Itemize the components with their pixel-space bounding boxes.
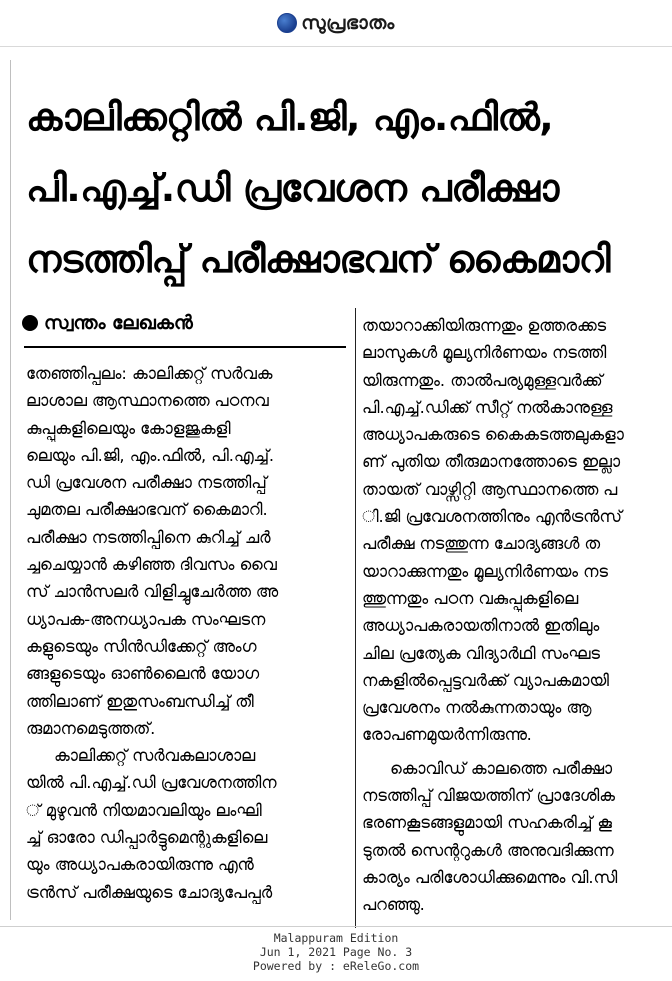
byline-text: സ്വന്തം ലേഖകൻ <box>44 312 193 334</box>
text-line: ട്രൻസ് പരീക്ഷയുടെ ചോദ്യപേപ്പർ <box>26 882 273 902</box>
text-line: പി.എച്ച്.ഡിക്ക് സീറ്റ് നൽകാനുള്ള <box>362 397 613 417</box>
text-line: ചില പ്രത്യേക വിദ്യാർഥി സംഘട <box>362 643 600 663</box>
text-line: ് മുഴുവൻ നിയമാവലിയും ലംഘി <box>26 800 262 820</box>
text-line: തേഞ്ഞിപ്പലം: കാലിക്കറ്റ് സർവക <box>26 364 273 383</box>
headline-line: പി.എച്ച്.ഡി പ്രവേശന പരീക്ഷാ <box>26 166 559 210</box>
article-headline <box>26 82 646 295</box>
text-line: പരീക്ഷ നടത്തുന്ന ചോദ്യങ്ങൾ ത <box>362 534 600 554</box>
text-line: ഡി പ്രവേശന പരീക്ഷാ നടത്തിപ്പ് <box>26 473 267 493</box>
globe-icon <box>277 13 297 33</box>
text-line: യിൽ പി.എച്ച്.ഡി പ്രവേശനത്തിന <box>26 773 277 793</box>
newspaper-logo[interactable] <box>277 12 394 34</box>
text-line: യും അധ്യാപകരായിരുന്നു എൻ <box>26 855 254 875</box>
text-line: അധ്യാപകരായതിനാൽ ഇതിലും <box>362 616 600 636</box>
text-line: കൊവിഡ് കാലത്തെ പരീക്ഷാ <box>390 758 612 778</box>
text-line: ച്ചചെയ്യാൻ കഴിഞ്ഞ ദിവസം വൈ <box>26 555 277 575</box>
article-column-right <box>362 312 658 919</box>
text-line: യിരുന്നതും. താൽപര്യമുള്ളവർക്ക് <box>362 370 603 390</box>
article-column-left <box>26 360 348 906</box>
masthead <box>0 0 672 47</box>
text-line: രുമാനമെടുത്തത്. <box>26 718 156 738</box>
text-line: ണ് പുതിയ തീരുമാനത്തോടെ ഇല്ലാ <box>362 452 620 472</box>
text-line: യാറാക്കുന്നതും മൂല്യനിർണയം നട <box>362 561 608 581</box>
text-line: ലെയും പി.ജി, എം.ഫിൽ, പി.എച്ച്. <box>26 445 275 465</box>
text-line: ഭരണകൂടങ്ങളുമായി സഹകരിച്ച് കൂ <box>362 813 612 833</box>
text-line: സ് ചാൻസലർ വിളിച്ചുചേർത്ത അ <box>26 582 278 602</box>
byline <box>22 312 193 334</box>
byline-divider <box>24 346 346 348</box>
text-line: ചുമതല പരീക്ഷാഭവന് കൈമാറി. <box>26 500 268 520</box>
text-line: തയാറാക്കിയിരുന്നതും ഉത്തരക്കട <box>362 316 606 335</box>
text-line: കാര്യം പരിശോധിക്കുമെന്നും വി.സി <box>362 867 618 887</box>
text-line: കാലിക്കറ്റ് സർവകലാശാല <box>54 746 255 766</box>
date-page-label: Jun 1, 2021 Page No. 3 <box>259 945 413 959</box>
text-line: ധ്യാപക-അനധ്യാപക സംഘടന <box>26 609 266 629</box>
text-line: രോപണമുയർന്നിരുന്നു. <box>362 725 532 745</box>
text-line: ത്തിലാണ് ഇതുസംബന്ധിച്ച് തീ <box>26 691 254 711</box>
text-line: ങ്ങളുടെയും ഓൺലൈൻ യോഗ <box>26 664 259 684</box>
text-line: പറഞ്ഞു. <box>362 895 425 915</box>
text-line: അധ്യാപകരുടെ കൈകടത്തലുകളാ <box>362 425 624 445</box>
text-line: ലാസുകൾ മൂല്യനിർണയം നടത്തി <box>362 343 607 363</box>
bullet-icon <box>22 315 38 331</box>
text-line: ി.ജി പ്രവേശനത്തിനും എൻട്രൻസ് <box>362 507 622 527</box>
text-line: ടുതൽ സെന്ററുകൾ അനുവദിക്കുന്ന <box>362 840 614 860</box>
page-footer <box>0 926 672 981</box>
powered-by-link[interactable]: Powered by : eReleGo.com <box>252 959 420 973</box>
headline-line: നടത്തിപ്പ് പരീക്ഷാഭവന് കൈമാറി <box>26 237 611 281</box>
text-line: പരീക്ഷാ നടത്തിപ്പിനെ കുറിച്ച് ചർ <box>26 527 271 547</box>
text-line: കളുടെയും സിൻഡിക്കേറ്റ് അംഗ <box>26 636 257 656</box>
text-line: നടത്തിപ്പ് വിജയത്തിന് പ്രാദേശിക <box>362 786 615 806</box>
text-line: ത്തുന്നതും പഠന വകുപ്പുകളിലെ <box>362 588 579 608</box>
headline-line: കാലിക്കറ്റിൽ പി.ജി, എം.ഫിൽ, <box>26 95 554 139</box>
text-line: നകളിൽപ്പെട്ടവർക്ക് വ്യാപകമായി <box>362 670 609 690</box>
page-edge-rule <box>10 60 11 920</box>
text-line: തായത് വാഴ്സിറ്റി ആസ്ഥാനത്തെ പ <box>362 479 618 499</box>
text-line: ലാശാല ആസ്ഥാനത്തെ പഠനവ <box>26 391 269 411</box>
text-line: കുപ്പുകളിലെയും കോളജുകളി <box>26 418 231 438</box>
column-divider <box>355 308 356 928</box>
text-line: പ്രവേശനം നൽകുന്നതായും ആ <box>362 698 592 718</box>
text-line: ച്ച് ഓരോ ഡിപ്പാർട്ടുമെന്റുകളിലെ <box>26 828 268 848</box>
logo-text: സുപ്രഭാതം <box>301 12 395 34</box>
edition-label: Malappuram Edition <box>273 931 399 945</box>
newspaper-page <box>0 60 672 920</box>
